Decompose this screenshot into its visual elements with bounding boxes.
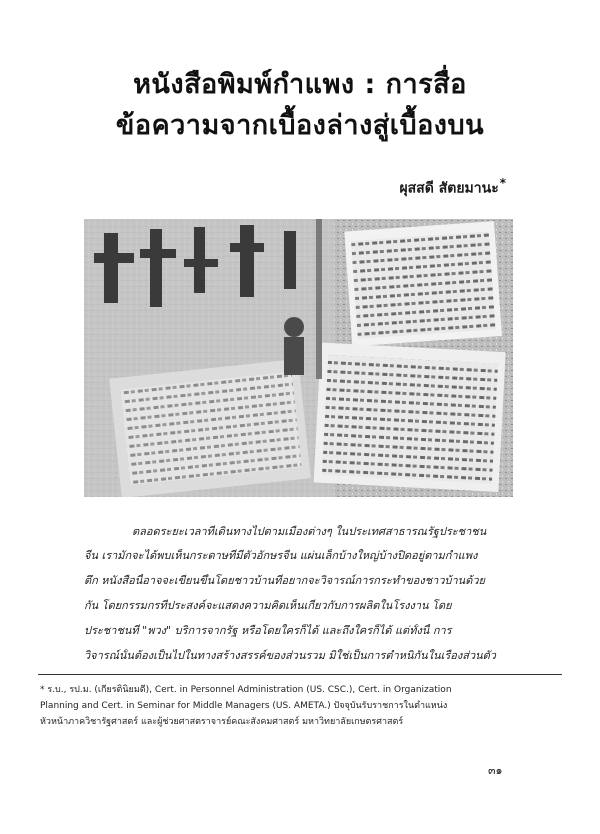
author-byline <box>399 176 506 200</box>
article-title-line-1: หนังสือพิมพ์กำแพง : การสื่อ <box>133 69 467 100</box>
body-paragraph-line-4: กัน โดยกรรมกรที่ประสงค์จะแสดงความคิดเห็นเกี่ยวกับการผลิตในโรงงาน โดย <box>84 599 452 612</box>
body-paragraph-line-3: ตึก หนังสือนี้อาจจะเขียนขึ้นโดยชาวบ้านที่อยากจะวิจารณ์การกระทำของชาวบ้านด้วย <box>84 574 485 587</box>
wall-newspaper-photo <box>84 219 513 497</box>
footnote-line-3: หัวหน้าภาควิชารัฐศาสตร์ และผู้ช่วยศาสตราจารย์คณะสังคมศาสตร์ มหาวิทยาลัยเกษตรศาสตร์ <box>40 717 404 727</box>
body-paragraph-line-2: จีน เรามักจะได้พบเห็นกระดาษที่มีตัวอักษรจีน แผ่นเล็กบ้างใหญ่บ้างปิดอยู่ตามกำแพง <box>84 549 478 562</box>
body-paragraph-line-5: ประชาชนที่ "พวง" บริการจากรัฐ หรือโดยใครก็ได้ และถึงใครก็ได้ แต่ทั้งนี้ การ <box>84 624 452 637</box>
body-paragraph-line-6: วิจารณ์นั้นต้องเป็นไปในทางสร้างสรรค์ของส่วนรวม มิใช่เป็นการตำหนิกันในเรื่องส่วนตัว <box>84 649 496 662</box>
page-number: ๓๑ <box>488 764 503 777</box>
footnote-line-2: Planning and Cert. in Seminar for Middle Managers (US. AMETA.) ปัจจุบันรับราชการในตำแหน่ง <box>40 701 448 711</box>
body-paragraph-line-1: ตลอดระยะเวลาที่เดินทางไปตามเมืองต่างๆ ในประเทศสาธารณรัฐประชาชน <box>132 525 487 538</box>
author-footnote-mark: * <box>499 176 506 190</box>
footnote-line-1: * ร.บ., รป.ม. (เกียรตินิยมดี), Cert. in Personnel Administration (US. CSC.), Cert. in Organization <box>40 685 452 695</box>
photo-illustration <box>84 219 513 497</box>
author-name: ผุสสดี สัตยมานะ <box>399 180 499 197</box>
footnote-divider <box>38 674 562 675</box>
article-title-line-2: ข้อความจากเบื้องล่างสู่เบื้องบน <box>115 110 485 141</box>
